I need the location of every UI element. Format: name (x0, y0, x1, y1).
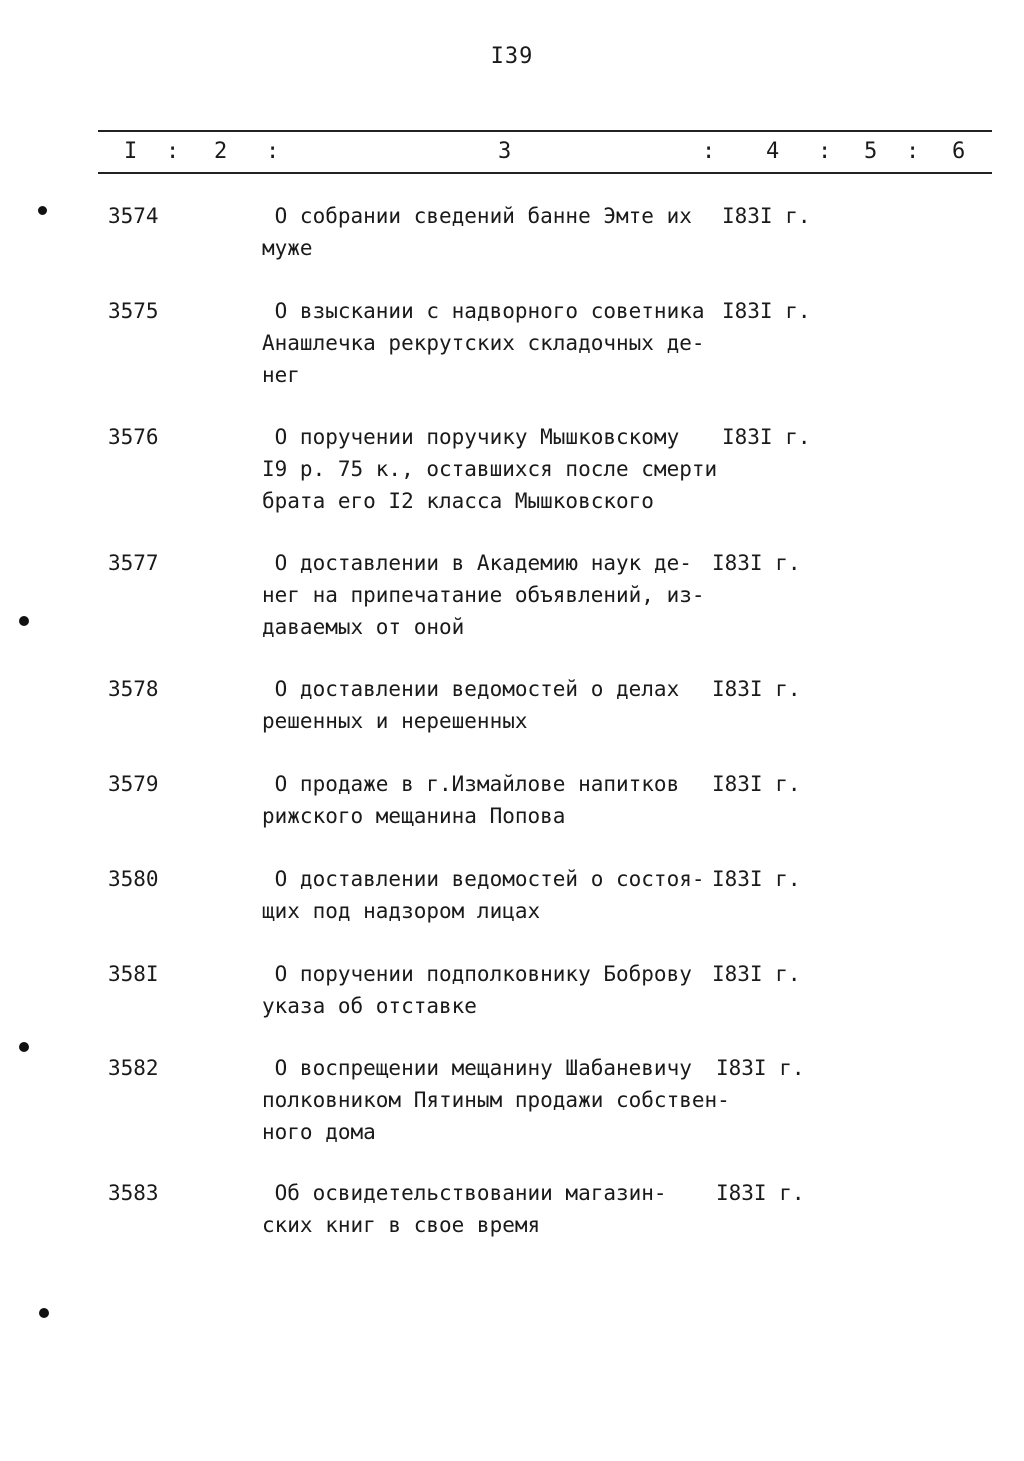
record-year: I83I г. (712, 867, 801, 891)
record-title-line: О доставлении ведомостей о делах (262, 677, 680, 701)
record-year: I83I г. (716, 1181, 805, 1205)
record-year: I83I г. (722, 204, 811, 228)
record-number: 3575 (108, 299, 159, 323)
record-title (262, 200, 692, 264)
record-number: 3577 (108, 551, 159, 575)
header-col-5: 5 (864, 139, 878, 164)
record-title (262, 958, 692, 1022)
record-title-line: О поручении поручику Мышковскому (262, 425, 680, 449)
record-title (262, 421, 717, 517)
record-title (262, 547, 705, 643)
record-title-line: ного дома (262, 1120, 376, 1144)
header-col-6: 6 (952, 139, 966, 164)
record-number: 3583 (108, 1181, 159, 1205)
record-title-line: ских книг в свое время (262, 1213, 541, 1237)
record-year: I83I г. (712, 962, 801, 986)
header-col-3: 3 (498, 139, 512, 164)
record-number: 3578 (108, 677, 159, 701)
header-separator: : (906, 139, 920, 164)
record-year: I83I г. (722, 299, 811, 323)
record-title (262, 1177, 667, 1241)
record-title-line: О доставлении в Академию наук де- (262, 551, 692, 575)
record-title-line: решенных и нерешенных (262, 709, 528, 733)
record-title (262, 673, 679, 737)
record-title (262, 768, 679, 832)
header-col-4: 4 (766, 139, 780, 164)
record-title-line: нег (262, 363, 300, 387)
header-separator: : (702, 139, 716, 164)
record-title-line: О взыскании с надворного советника (262, 299, 705, 323)
header-bottom-rule (98, 172, 992, 174)
record-number: 3574 (108, 204, 159, 228)
margin-mark (19, 616, 29, 626)
record-title-line: Об освидетельствовании магазин- (262, 1181, 667, 1205)
record-title-line: О воспрещении мещанину Шабаневичу (262, 1056, 692, 1080)
record-number: 3576 (108, 425, 159, 449)
record-title-line: I9 р. 75 к., оставшихся после смерти (262, 457, 718, 481)
header-separator: : (818, 139, 832, 164)
record-number: 3580 (108, 867, 159, 891)
margin-mark (38, 206, 47, 215)
record-year: I83I г. (712, 677, 801, 701)
record-year: I83I г. (716, 1056, 805, 1080)
record-year: I83I г. (722, 425, 811, 449)
record-year: I83I г. (712, 551, 801, 575)
record-title-line: Анашлечка рекрутских складочных де- (262, 331, 705, 355)
record-title (262, 295, 705, 391)
record-title-line: О собрании сведений банне Эмте их (262, 204, 692, 228)
margin-mark (19, 1042, 29, 1052)
page-number: I39 (490, 44, 534, 69)
record-title-line: полковником Пятиным продажи собствен- (262, 1088, 730, 1112)
record-title-line: муже (262, 236, 313, 260)
margin-mark (39, 1308, 49, 1318)
record-title-line: брата его I2 класса Мышковского (262, 489, 654, 513)
record-title-line: нег на припечатание объявлений, из- (262, 583, 705, 607)
record-number: 3579 (108, 772, 159, 796)
record-title-line: щих под надзором лицах (262, 899, 541, 923)
record-title-line: О поручении подполковнику Боброву (262, 962, 692, 986)
record-title (262, 1052, 730, 1148)
header-col-2: 2 (214, 139, 228, 164)
record-title-line: указа об отставке (262, 994, 477, 1018)
record-title-line: О продаже в г.Измайлове напитков (262, 772, 680, 796)
record-number: 3582 (108, 1056, 159, 1080)
record-number: 358I (108, 962, 159, 986)
header-separator: : (166, 139, 180, 164)
record-title-line: О доставлении ведомостей о состоя- (262, 867, 705, 891)
record-title (262, 863, 705, 927)
record-title-line: рижского мещанина Попова (262, 804, 566, 828)
header-top-rule (98, 130, 992, 132)
header-col-1: I (124, 139, 138, 164)
record-title-line: даваемых от оной (262, 615, 465, 639)
record-year: I83I г. (712, 772, 801, 796)
header-separator: : (266, 139, 280, 164)
